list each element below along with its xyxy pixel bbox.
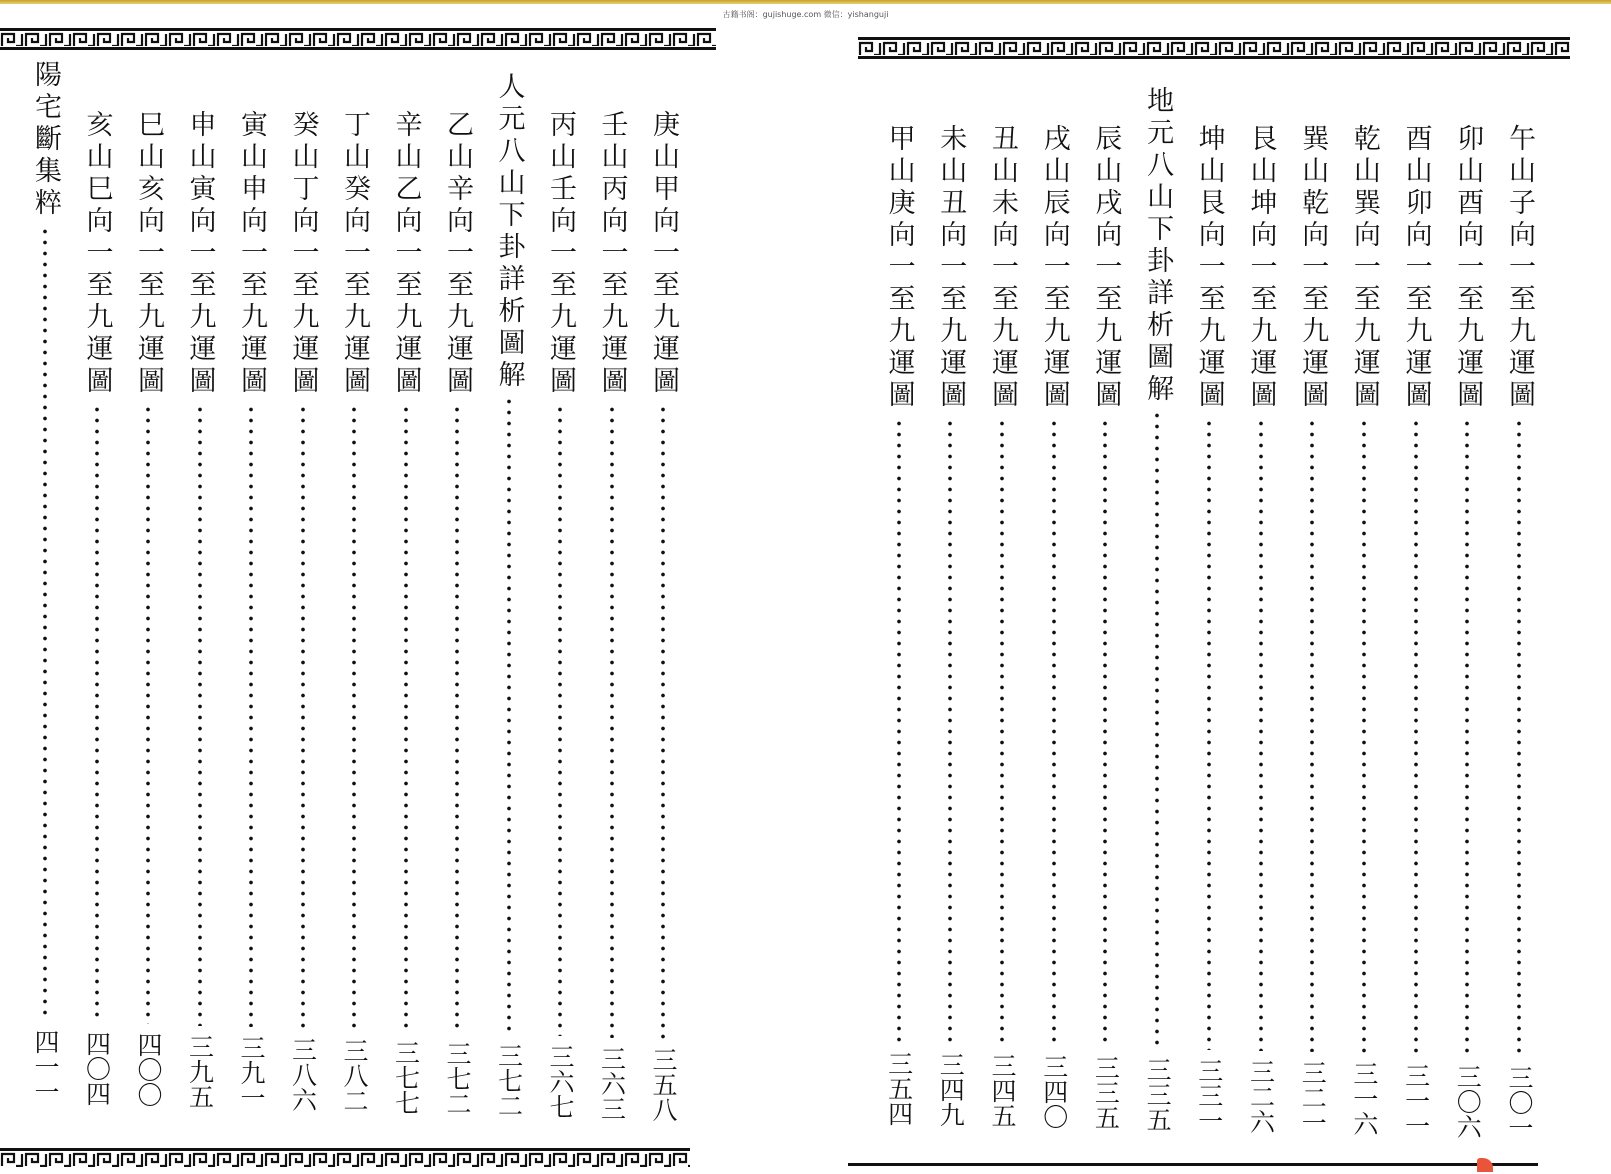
- toc-entry-title: 丙山壬向一至九運圖: [545, 110, 576, 398]
- dot-leader: [609, 404, 615, 1038]
- dot-leader: [1413, 418, 1419, 1055]
- toc-entry-page-number: 三四五: [988, 1053, 1017, 1128]
- toc-entry-page-number: 三六三: [597, 1045, 627, 1121]
- toc-entry-title: 癸山丁向一至九運圖: [287, 110, 319, 398]
- toc-entry-page-number: 三五八: [649, 1047, 678, 1122]
- toc-entry-page-number: 三七二: [443, 1041, 472, 1116]
- toc-entry[interactable]: [1344, 124, 1384, 1136]
- left-page-bottom-border: [0, 1148, 690, 1170]
- toc-entry-page-number: 三〇一: [1505, 1065, 1534, 1140]
- toc-entry-page-number: 三七七: [391, 1039, 421, 1115]
- dot-leader: [1309, 418, 1315, 1052]
- toc-entry[interactable]: [25, 60, 65, 1104]
- toc-entry-page-number: 三三五: [1143, 1056, 1173, 1132]
- toc-entry[interactable]: [1034, 124, 1074, 1129]
- toc-entry[interactable]: [1447, 124, 1487, 1139]
- dot-leader: [557, 404, 563, 1036]
- toc-entry-title: 地元八山下卦詳析圖解: [1142, 86, 1174, 406]
- window-top-strip: [0, 0, 1611, 4]
- toc-entry[interactable]: [1137, 86, 1177, 1132]
- toc-entry-page-number: 三四九: [936, 1051, 966, 1127]
- dot-leader: [454, 404, 460, 1033]
- toc-entry-page-number: 三一一: [1401, 1062, 1431, 1138]
- dot-leader: [42, 226, 48, 1021]
- toc-entry-page-number: 三六七: [546, 1044, 575, 1119]
- toc-entry[interactable]: [1499, 124, 1539, 1140]
- toc-entry[interactable]: [1396, 124, 1436, 1138]
- toc-entry-title: 申山寅向一至九運圖: [184, 110, 216, 398]
- toc-entry-page-number: 四一一: [31, 1029, 60, 1104]
- toc-entry-page-number: 三三一: [1194, 1057, 1224, 1133]
- toc-entry-page-number: 三二六: [1246, 1059, 1276, 1134]
- dot-leader: [197, 404, 203, 1026]
- toc-entry-title: 亥山巳向一至九運圖: [81, 110, 113, 398]
- dot-leader: [1051, 418, 1057, 1046]
- toc-entry-page-number: 三三五: [1091, 1055, 1121, 1131]
- toc-entry-page-number: 三二一: [1298, 1060, 1328, 1136]
- toc-entry[interactable]: [489, 72, 529, 1118]
- toc-entry-title: 寅山申向一至九運圖: [236, 110, 267, 398]
- toc-entry-title: 辰山戌向一至九運圖: [1090, 124, 1122, 412]
- dot-leader: [1154, 410, 1160, 1049]
- toc-entry[interactable]: [128, 110, 168, 1107]
- toc-entry-page-number: 三八六: [288, 1036, 318, 1112]
- dot-leader: [1361, 418, 1367, 1053]
- dot-leader: [660, 404, 666, 1039]
- dot-leader: [94, 404, 100, 1023]
- dot-leader: [403, 404, 409, 1032]
- toc-entry[interactable]: [1085, 124, 1125, 1130]
- left-page-top-border: [0, 28, 716, 50]
- dot-leader: [506, 396, 512, 1035]
- toc-entry[interactable]: [930, 124, 970, 1127]
- right-page-top-border: [858, 37, 1570, 59]
- toc-entry-page-number: 四〇四: [82, 1030, 112, 1106]
- dot-leader: [947, 418, 953, 1044]
- toc-entry-page-number: 三九一: [237, 1035, 266, 1110]
- toc-entry-title: 戌山辰向一至九運圖: [1038, 124, 1070, 412]
- toc-entry[interactable]: [386, 110, 426, 1115]
- dot-leader: [999, 418, 1005, 1045]
- dot-leader: [1464, 418, 1470, 1056]
- toc-entry[interactable]: [643, 110, 683, 1122]
- toc-entry-title: 陽宅斷集粹: [30, 60, 61, 220]
- toc-entry[interactable]: [982, 124, 1022, 1128]
- toc-entry-page-number: 三五四: [884, 1050, 914, 1126]
- toc-entry-title: 丁山癸向一至九運圖: [339, 110, 370, 398]
- toc-entry[interactable]: [231, 110, 271, 1110]
- toc-entry-title: 未山丑向一至九運圖: [935, 124, 967, 412]
- toc-entry[interactable]: [879, 124, 919, 1126]
- toc-entry-page-number: 三四〇: [1039, 1054, 1069, 1130]
- dot-leader: [300, 404, 306, 1029]
- right-page-bottom-rule: [848, 1163, 1538, 1166]
- toc-entry-title: 丑山未向一至九運圖: [987, 124, 1018, 412]
- toc-entry-title: 巳山亥向一至九運圖: [133, 110, 164, 398]
- toc-entry-page-number: 四〇〇: [134, 1032, 163, 1107]
- toc-entry-title: 乾山巽向一至九運圖: [1348, 124, 1380, 412]
- dot-leader: [248, 404, 254, 1027]
- toc-entry[interactable]: [1189, 124, 1229, 1133]
- dot-leader: [1516, 418, 1522, 1057]
- toc-entry-title: 艮山坤向一至九運圖: [1245, 124, 1277, 412]
- toc-entry-title: 甲山庚向一至九運圖: [883, 124, 915, 412]
- toc-entry-page-number: 三〇六: [1453, 1063, 1483, 1139]
- toc-entry[interactable]: [180, 110, 220, 1109]
- toc-entry-page-number: 三九五: [185, 1033, 215, 1109]
- toc-entry-title: 庚山甲向一至九運圖: [648, 110, 679, 398]
- toc-entry[interactable]: [540, 110, 580, 1119]
- toc-entry-title: 坤山艮向一至九運圖: [1193, 124, 1225, 412]
- toc-entry-title: 人元八山下卦詳析圖解: [493, 72, 525, 392]
- toc-entry-page-number: 三七二: [494, 1042, 524, 1118]
- toc-entry[interactable]: [1292, 124, 1332, 1135]
- toc-entry[interactable]: [1241, 124, 1281, 1134]
- dot-leader: [1258, 418, 1264, 1051]
- toc-entry-title: 辛山乙向一至九運圖: [390, 110, 422, 398]
- dot-leader: [1206, 418, 1212, 1050]
- toc-entry-title: 壬山丙向一至九運圖: [596, 110, 628, 398]
- toc-entry-page-number: 三八二: [340, 1038, 369, 1113]
- corner-marker: [1477, 1158, 1493, 1172]
- toc-entry[interactable]: [334, 110, 374, 1113]
- toc-entry-title: 乙山辛向一至九運圖: [442, 110, 473, 398]
- dot-leader: [1102, 418, 1108, 1047]
- toc-entry[interactable]: [592, 110, 632, 1121]
- toc-entry-page-number: 三一六: [1349, 1061, 1379, 1137]
- toc-entry-title: 午山子向一至九運圖: [1504, 124, 1535, 412]
- dot-leader: [145, 404, 151, 1024]
- toc-entry-title: 巽山乾向一至九運圖: [1297, 124, 1329, 412]
- dot-leader: [351, 404, 357, 1030]
- toc-entry-title: 卯山酉向一至九運圖: [1452, 124, 1484, 412]
- toc-entry[interactable]: [77, 110, 117, 1106]
- toc-entry[interactable]: [437, 110, 477, 1116]
- dot-leader: [896, 418, 902, 1043]
- toc-entry-title: 酉山卯向一至九運圖: [1400, 124, 1432, 412]
- toc-entry[interactable]: [283, 110, 323, 1112]
- watermark-text: 古籍书阁：gujishuge.com 微信：yishanguji: [722, 10, 889, 19]
